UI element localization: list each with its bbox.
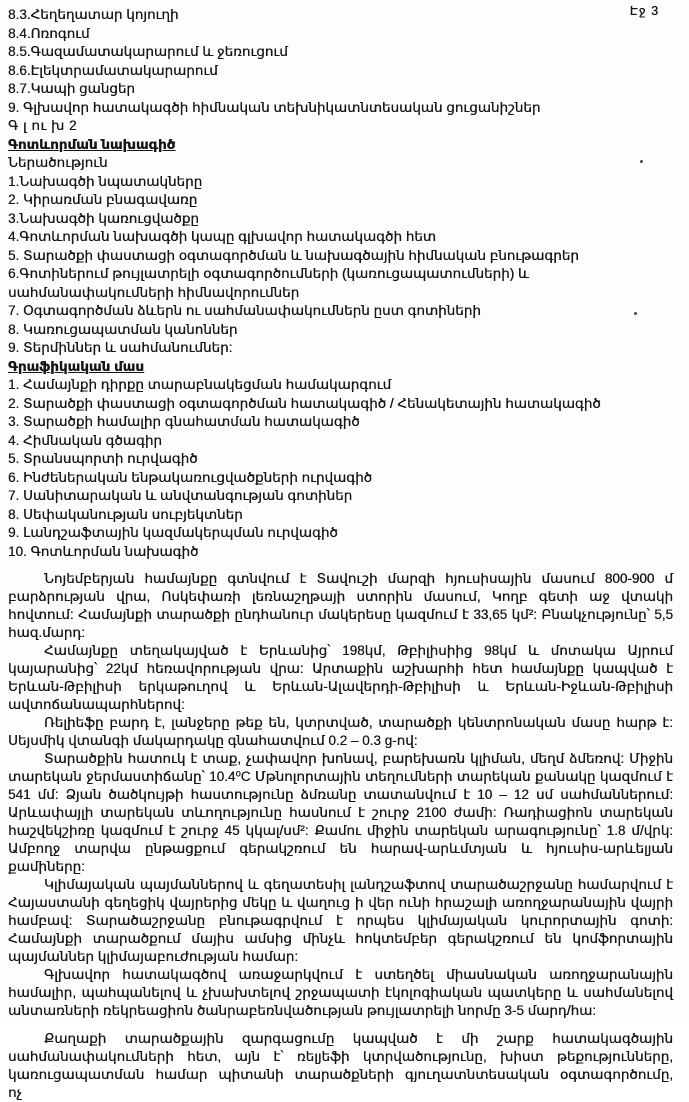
graphic-item: 10. Գոտևորման նախագիծ (8, 543, 199, 559)
zoning-item: 9. Տերմիններ և սահմանումներ: (8, 340, 233, 355)
graphic-item: 1. Համայնքի դիրքը տարաբնակեցման համակարգում (8, 377, 392, 392)
paragraph-community-location: Նոյեմբերյան համայնքը գտնվում է Տավուշի մարզի հյուսիսային մասում 800-900 մ բարձրության վրա, Ոսկեփառի լեռնաշղթայի ստորին մասում, Կողբ գետի աջ վտակի հովտում: Համայնքի տարածքի ընդհանուր մակերեսը կազմում է 33,65 կմ²: Բնակչությունը՝ 5,5 հազ.մարդ: (8, 571, 673, 640)
zoning-intro-label: Ներածություն (8, 155, 108, 170)
body-text-block (8, 570, 673, 1102)
paragraph-climate: Տարածքին հատուկ է տաք, չափավոր խոնավ, բարեխառն կլիման, մեղմ ձմեռով: Միջին տարեկան ջերմաստիճանը՝ 10.4⁰C Մթնոլորտային տեղումների տարեկան քանակը կազմում է 541 մմ: Ձյան ծածկույթի հաստությունը ձմռանը տատանվում է 10 – 12 սմ սահմաններում: Արևափայլի տարեկան տևողությունը հասնում է շուրջ 2100 ժամի: Ռադիացիոն տարեկան հաշվեկշիռը կազմում է շուրջ 45 կկալ/սմ²: Քամու միջին տարեկան արագությունը՝ 1.8 մ/վրկ: Ամբողջ տարվա ընթացքում գերակշռում են հարավ-արևմտյան և հյուսիս-արևելյան քամիները: (8, 751, 673, 874)
graphic-item: 4. Հիմնական գծագիր (8, 432, 162, 448)
toc-item: 8.6.Էլեկտրամատակարարում (8, 62, 218, 78)
graphic-item: 6. Ինժեներական ենթակառուցվածքների ուրվագիծ (8, 469, 373, 485)
paragraph-master-plan: Գլխավոր հատակագծով առաջարկվում է ստեղծել միասնական առողջարանային համալիր, պահպանելով և չխախտելով շրջապատի էկոլոգիական պատկերը և սահմանելով անտառների ռեկրեացիոն ծանրաբեռնվածության թույլատրելի նորմը 3-5 մարդ/հա: (8, 967, 673, 1018)
zoning-item: 3.Նախագծի կառուցվածքը (8, 210, 199, 226)
scan-speck (634, 312, 637, 315)
page-number: Էջ 3 (629, 4, 659, 18)
paragraph-resort-zone: Կլիմայական պայմաններով և գեղատեսիլ լանդշաֆտով տարածաշրջանը համարվում է Հայաստանի գեղեցիկ վայրերից մեկը և վաղուց ի վեր ունի հրաշալի առողջարանային վայրի համբավ: Տարածաշրջանը բնութագրվում է որպես կլիմայական կուրորտային գոտի: Համայնքի տարածքում մայիս ամսից մինչև հոկտեմբեր գերակշռում են կոմֆորտային պայմաններ կլիմայաբուժության համար: (8, 877, 673, 964)
zoning-section-heading: Գոտևորման նախագիծ (8, 136, 176, 152)
toc-item: 8.7.Կապի ցանցեր (8, 81, 135, 96)
graphic-item: 5. Տրանսպորտի ուրվագիծ (8, 451, 198, 466)
graphic-item: 2. Տարածքի փաստացի օգտագործման հատակագիծ / Հենակետային հատակագիծ (8, 395, 601, 411)
graphic-item: 8. Սեփականության սուբյեկտներ (8, 506, 243, 522)
paragraph-territorial-limits: Քաղաքի տարածքային զարգացումը կապված է մի շարք հատակագծային սահմանափակումների հետ, այն է՝ ռելյեֆի կտրվածությունը, խիստ թեքությունները, կառուցապատման համար պիտանի տարածքների գյուղատնտեսական օգտագործումը, ոչ (8, 1031, 673, 1100)
graphic-section-heading: Գրաֆիկական մաս (8, 358, 144, 374)
zoning-item: 4.Գոտևորման նախագծի կապը գլխավոր հատակագծի հետ (8, 229, 436, 244)
toc-item: 9. Գլխավոր հատակագծի հիմնական տեխնիկատնտեսական ցուցանիշներ (8, 99, 541, 115)
zoning-project-section (8, 136, 673, 358)
paragraph-relief: Ռելիեֆը բարդ է, լանջերը թեք են, կտրտված, տարածքի կենտրոնական մասը հարթ է: Սեյսմիկ վտանգի մակարդակը գնահատվում 0.2 – 0.3 g-ով: (8, 715, 673, 748)
scan-speck (640, 160, 643, 163)
graphic-item: 3. Տարածքի համալիր գնահատման հատակագիծ (8, 414, 360, 429)
graphic-part-section (8, 358, 673, 562)
chapter1-toc-list (8, 6, 673, 136)
zoning-item: 1.Նախագծի նպատակները (8, 173, 203, 189)
toc-item: 8.3.Հեղեղատար կոյուղի (8, 7, 179, 22)
toc-item: 8.4.Ոռոգում (8, 25, 90, 41)
zoning-item: 5. Տարածքի փաստացի օգտագործման և նախագծային հիմնական բնութագրեր (8, 247, 579, 263)
zoning-item: 2. Կիրառման բնագավառը (8, 192, 198, 207)
zoning-item: 7. Օգտագործման ձևերն ու սահմանափակումներն ըստ գոտիների (8, 303, 481, 318)
zoning-item: 6.Գոտիներում թույլատրելի օգտագործումների (կառուցապատումների) և սահմանափակումների հիմնավորումներ (8, 266, 529, 300)
graphic-item: 9. Լանդշաֆտային կազմակերպման ուրվագիծ (8, 525, 338, 540)
paragraph-distances: Համայնքը տեղակայված է Երևանից՝ 198կմ, Թբիլիսիից 98կմ և մոտակա Այրում կայարանից՝ 22կմ հեռավորության վրա: Արտաքին աշխարհի հետ համայնքը կապված է Երևան-Թբիլիսի երկաթուղով և Երևան-Ալավերդի-Թբիլիսի և Երևան-Իջևան-Թբիլիսի ավտոճանապարհներով: (8, 643, 673, 712)
toc-item: 8.5.Գազամատակարարում և ջեռուցում (8, 44, 288, 59)
graphic-item: 7. Սանիտարական և անվտանգության գոտիներ (8, 488, 353, 503)
chapter-label: Գ լ ու խ 2 (8, 118, 77, 133)
zoning-item: 8. Կառուցապատման կանոններ (8, 321, 238, 337)
